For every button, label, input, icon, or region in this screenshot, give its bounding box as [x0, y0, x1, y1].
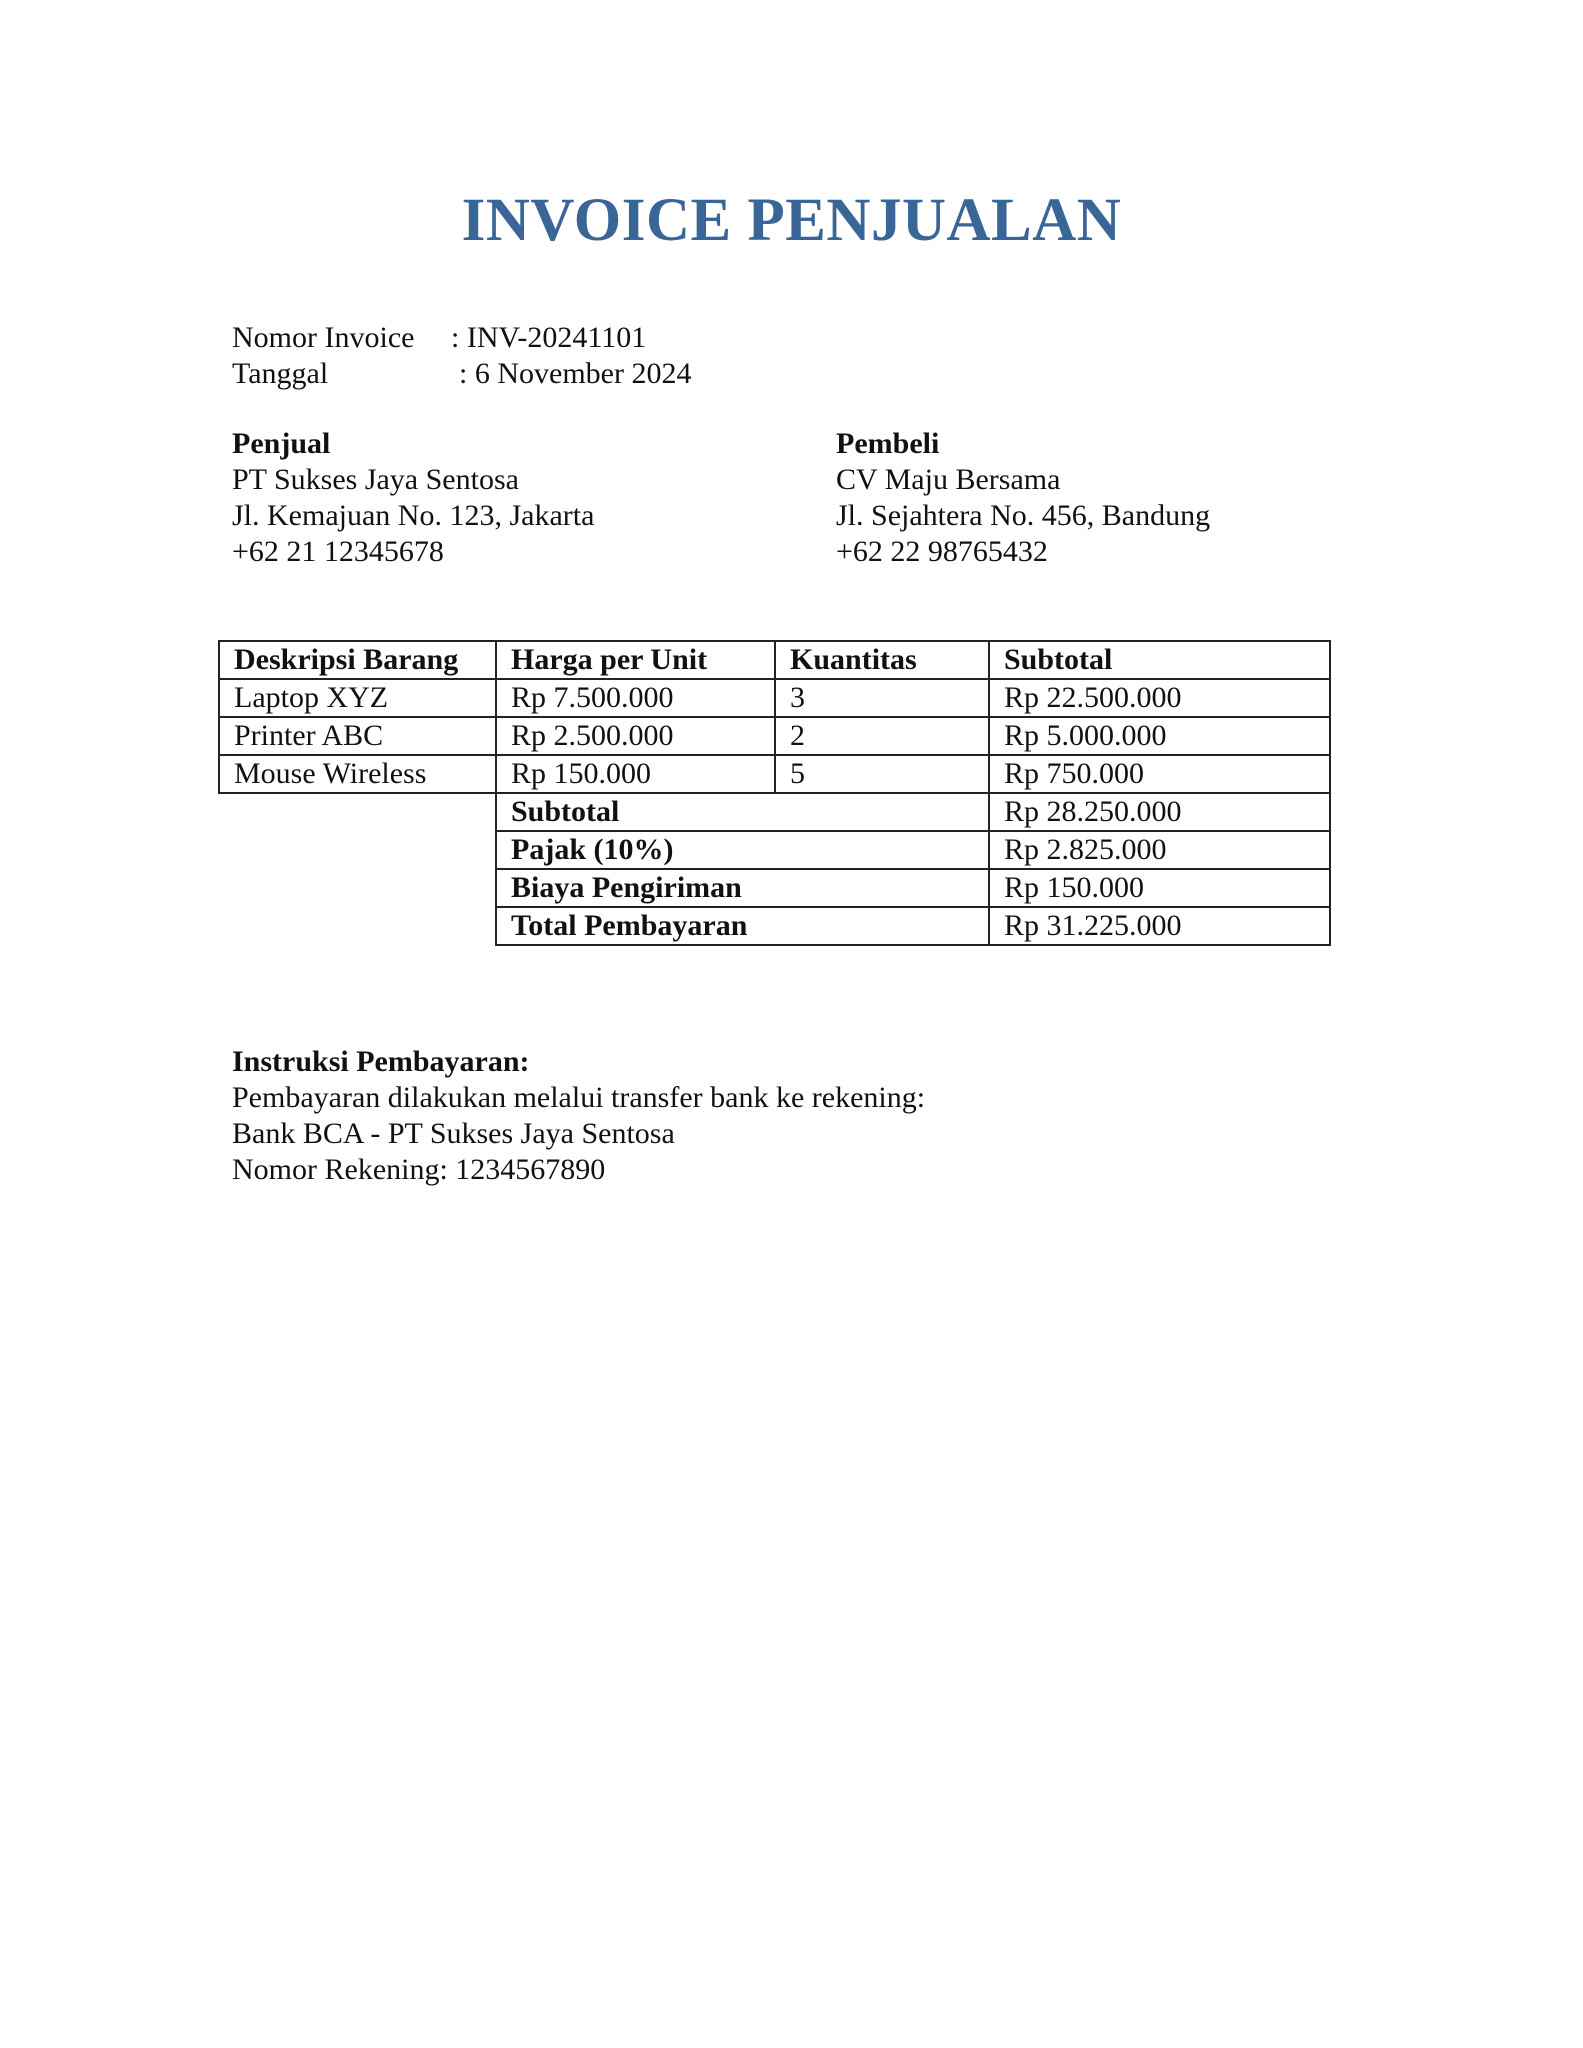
item-description: Printer ABC — [219, 717, 496, 755]
summary-row-tax — [219, 831, 1330, 869]
item-quantity: 3 — [775, 679, 989, 717]
table-row — [219, 717, 1330, 755]
item-unit-price: Rp 150.000 — [496, 755, 775, 793]
header-subtotal: Subtotal — [989, 641, 1330, 679]
buyer-block — [836, 426, 1210, 570]
buyer-phone: +62 22 98765432 — [836, 535, 1048, 568]
seller-address: Jl. Kemajuan No. 123, Jakarta — [232, 499, 595, 532]
summary-value: Rp 2.825.000 — [989, 831, 1330, 869]
header-quantity: Kuantitas — [775, 641, 989, 679]
payment-account: Nomor Rekening: 1234567890 — [232, 1153, 606, 1186]
summary-label: Total Pembayaran — [496, 907, 989, 945]
invoice-number-value: : INV-20241101 — [451, 321, 647, 354]
summary-value: Rp 150.000 — [989, 869, 1330, 907]
invoice-title: INVOICE PENJUALAN — [461, 187, 1122, 254]
buyer-name: CV Maju Bersama — [836, 463, 1061, 496]
seller-heading: Penjual — [232, 427, 331, 460]
summary-row-total — [219, 907, 1330, 945]
payment-bank: Bank BCA - PT Sukses Jaya Sentosa — [232, 1117, 675, 1150]
seller-block — [232, 426, 594, 570]
payment-line: Pembayaran dilakukan melalui transfer bank ke rekening: — [232, 1081, 926, 1114]
item-subtotal: Rp 5.000.000 — [989, 717, 1330, 755]
summary-label: Subtotal — [496, 793, 989, 831]
summary-row-subtotal — [219, 793, 1330, 831]
invoice-date-row — [232, 356, 691, 392]
invoice-number-label: Nomor Invoice — [232, 321, 415, 354]
payment-instructions — [232, 1044, 925, 1188]
payment-heading: Instruksi Pembayaran: — [232, 1045, 530, 1078]
item-quantity: 5 — [775, 755, 989, 793]
item-unit-price: Rp 2.500.000 — [496, 717, 775, 755]
invoice-number-row — [232, 320, 691, 356]
item-quantity: 2 — [775, 717, 989, 755]
buyer-address: Jl. Sejahtera No. 456, Bandung — [836, 499, 1211, 532]
table-row — [219, 755, 1330, 793]
summary-value: Rp 28.250.000 — [989, 793, 1330, 831]
item-subtotal: Rp 750.000 — [989, 755, 1330, 793]
seller-phone: +62 21 12345678 — [232, 535, 444, 568]
table-row — [219, 679, 1330, 717]
invoice-date-label: Tanggal — [232, 357, 329, 390]
item-description: Laptop XYZ — [219, 679, 496, 717]
item-unit-price: Rp 7.500.000 — [496, 679, 775, 717]
table-header-row — [219, 641, 1330, 679]
header-unit-price: Harga per Unit — [496, 641, 775, 679]
summary-value: Rp 31.225.000 — [989, 907, 1330, 945]
invoice-date-value: : 6 November 2024 — [459, 357, 692, 390]
summary-label: Pajak (10%) — [496, 831, 989, 869]
summary-label: Biaya Pengiriman — [496, 869, 989, 907]
item-description: Mouse Wireless — [219, 755, 496, 793]
buyer-heading: Pembeli — [836, 427, 940, 460]
seller-name: PT Sukses Jaya Sentosa — [232, 463, 519, 496]
header-description: Deskripsi Barang — [219, 641, 496, 679]
items-table — [218, 640, 1331, 946]
summary-row-shipping — [219, 869, 1330, 907]
item-subtotal: Rp 22.500.000 — [989, 679, 1330, 717]
invoice-meta — [232, 320, 691, 392]
